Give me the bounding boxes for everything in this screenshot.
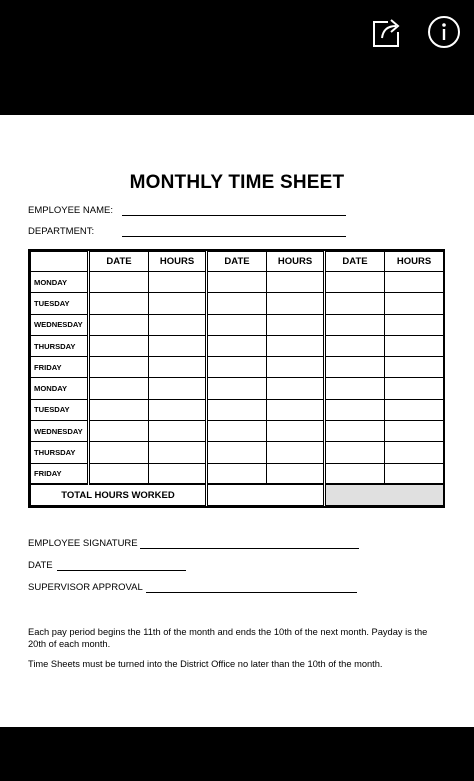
table-cell [385, 442, 444, 463]
table-cell [149, 421, 207, 442]
table-cell [385, 357, 444, 378]
total-cell [207, 484, 325, 505]
table-cell [207, 399, 267, 420]
table-row [31, 421, 444, 442]
table-row [31, 399, 444, 420]
day-label: MONDAY [31, 378, 89, 399]
table-row [31, 335, 444, 356]
table-cell [325, 421, 385, 442]
table-cell [89, 314, 149, 335]
table-cell [385, 335, 444, 356]
column-header: DATE [89, 252, 149, 272]
day-label: TUESDAY [31, 399, 89, 420]
date-label: DATE [28, 560, 53, 571]
table-cell [207, 421, 267, 442]
table-cell [207, 314, 267, 335]
table-cell [325, 293, 385, 314]
table-cell [325, 463, 385, 484]
viewer-top-bar [0, 0, 474, 115]
supervisor-approval-label: SUPERVISOR APPROVAL [28, 582, 143, 593]
pay-period-note: Each pay period begins the 11th of the month and ends the 10th of the next month. Payday is the 20th of each month. [28, 627, 428, 649]
day-label: TUESDAY [31, 293, 89, 314]
table-cell [267, 314, 325, 335]
table-cell [267, 357, 325, 378]
table-cell [149, 399, 207, 420]
table-cell [207, 272, 267, 293]
table-cell [207, 335, 267, 356]
column-header: DATE [207, 252, 267, 272]
table-cell [149, 272, 207, 293]
table-cell [325, 314, 385, 335]
table-row [31, 293, 444, 314]
table-cell [267, 399, 325, 420]
day-label: WEDNESDAY [31, 314, 89, 335]
table-row [31, 357, 444, 378]
table-cell [149, 442, 207, 463]
table-cell [325, 272, 385, 293]
employee-name-line [122, 215, 346, 216]
table-cell [385, 378, 444, 399]
employee-signature-label: EMPLOYEE SIGNATURE [28, 538, 138, 549]
table-cell [267, 335, 325, 356]
table-cell [325, 442, 385, 463]
table-cell [267, 272, 325, 293]
table-cell [207, 463, 267, 484]
date-line [57, 570, 186, 571]
supervisor-approval-line [146, 592, 357, 593]
day-label: FRIDAY [31, 463, 89, 484]
table-cell [267, 463, 325, 484]
table-cell [89, 293, 149, 314]
column-header: DATE [325, 252, 385, 272]
document-page [0, 115, 474, 727]
table-cell [149, 357, 207, 378]
day-label: THURSDAY [31, 442, 89, 463]
day-label: FRIDAY [31, 357, 89, 378]
table-row [31, 314, 444, 335]
submission-note: Time Sheets must be turned into the District Office no later than the 10th of the month. [28, 659, 383, 669]
table-cell [385, 399, 444, 420]
table-cell [207, 378, 267, 399]
table-cell [89, 463, 149, 484]
table-cell [207, 357, 267, 378]
header-blank [31, 252, 89, 272]
table-cell [267, 421, 325, 442]
total-shaded-cell [325, 484, 444, 505]
table-cell [89, 421, 149, 442]
table-cell [89, 442, 149, 463]
table-header-row [31, 252, 444, 272]
table-cell [325, 357, 385, 378]
table-cell [325, 378, 385, 399]
table-cell [149, 463, 207, 484]
table-cell [207, 293, 267, 314]
table-cell [149, 335, 207, 356]
table-cell [325, 335, 385, 356]
table-row [31, 378, 444, 399]
total-hours-label: TOTAL HOURS WORKED [31, 484, 207, 505]
page-title: MONTHLY TIME SHEET [129, 172, 345, 193]
table-row [31, 442, 444, 463]
table-row [31, 272, 444, 293]
total-row [31, 484, 444, 505]
table-cell [385, 421, 444, 442]
table-cell [89, 378, 149, 399]
table-cell [89, 399, 149, 420]
viewer-bottom-bar [0, 727, 474, 781]
table-cell [267, 442, 325, 463]
table-cell [89, 272, 149, 293]
table-row [31, 463, 444, 484]
table-cell [89, 335, 149, 356]
table-cell [149, 293, 207, 314]
department-line [122, 236, 346, 237]
day-label: WEDNESDAY [31, 421, 89, 442]
column-header: HOURS [267, 252, 325, 272]
table-cell [207, 442, 267, 463]
table-cell [385, 272, 444, 293]
column-header: HOURS [149, 252, 207, 272]
info-icon[interactable] [426, 14, 462, 50]
day-label: THURSDAY [31, 335, 89, 356]
timesheet-table [28, 249, 445, 508]
column-header: HOURS [385, 252, 444, 272]
table-cell [267, 378, 325, 399]
table-cell [385, 314, 444, 335]
table-cell [267, 293, 325, 314]
employee-name-label: EMPLOYEE NAME: [28, 205, 113, 216]
table-cell [149, 314, 207, 335]
share-icon[interactable] [368, 14, 404, 50]
table-cell [89, 357, 149, 378]
day-label: MONDAY [31, 272, 89, 293]
employee-signature-line [140, 548, 359, 549]
department-label: DEPARTMENT: [28, 226, 95, 237]
table-cell [385, 293, 444, 314]
table-cell [325, 399, 385, 420]
table-cell [149, 378, 207, 399]
table-cell [385, 463, 444, 484]
